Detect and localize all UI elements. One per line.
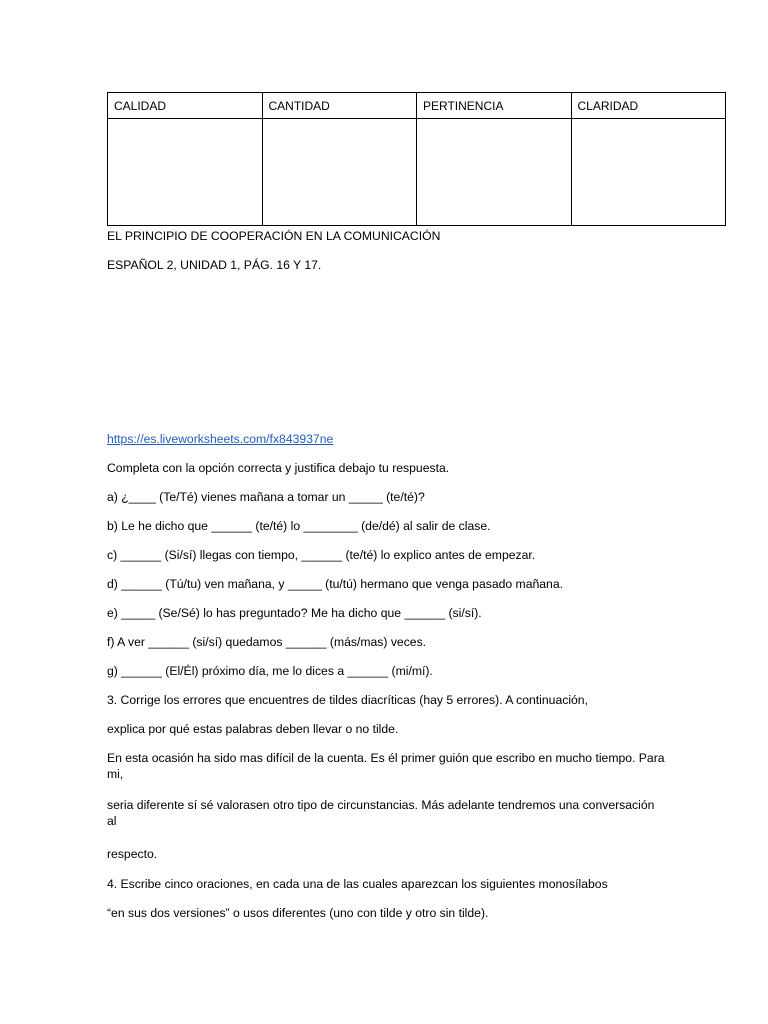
header-cantidad: CANTIDAD — [262, 93, 417, 119]
document-title: EL PRINCIPIO DE COOPERACIÓN EN LA COMUNICACIÓN — [107, 229, 441, 243]
exercise-item-d: d) ______ (Tú/tu) ven mañana, y _____ (tu/tú) hermano que venga pasado mañana. — [107, 577, 563, 591]
exercise-item-f: f) A ver ______ (si/sí) quedamos ______ (más/mas) veces. — [107, 635, 427, 649]
section3-instruction-1: 3. Corrige los errores que encuentres de tildes diacríticas (hay 5 errores). A continuación, — [107, 693, 588, 707]
exercise-item-b: b) Le he dicho que ______ (te/té) lo ________ (de/dé) al salir de clase. — [107, 519, 491, 533]
exercise-item-e: e) _____ (Se/Sé) lo has preguntado? Me ha dicho que ______ (si/sí). — [107, 606, 482, 620]
maxims-table — [107, 92, 726, 226]
table-empty-row — [108, 119, 726, 226]
section3-instruction-2: explica por qué estas palabras deben llevar o no tilde. — [107, 722, 399, 736]
exercise-item-a: a) ¿____ (Te/Té) vienes mañana a tomar un _____ (te/té)? — [107, 490, 425, 504]
table-header-row — [108, 93, 726, 119]
cell-claridad[interactable] — [571, 119, 726, 226]
exercise-instruction: Completa con la opción correcta y justifica debajo tu respuesta. — [107, 461, 450, 475]
section3-paragraph-2: seria diferente sí sé valorasen otro tipo de circunstancias. Más adelante tendremos una conversación al — [107, 798, 655, 828]
section4-instruction-2: “en sus dos versiones” o usos diferentes (uno con tilde y otro sin tilde). — [107, 906, 489, 920]
cell-calidad[interactable] — [108, 119, 263, 226]
header-pertinencia: PERTINENCIA — [417, 93, 572, 119]
exercise-item-c: c) ______ (Si/sí) llegas con tiempo, ______ (te/té) lo explico antes de empezar. — [107, 548, 536, 562]
worksheet-link[interactable]: https://es.liveworksheets.com/fx843937ne — [107, 432, 334, 446]
section3-paragraph-1: En esta ocasión ha sido mas difícil de la cuenta. Es él primer guión que escribo en mucho tiempo. Para mi, — [107, 751, 665, 781]
header-calidad: CALIDAD — [108, 93, 263, 119]
book-reference: ESPAÑOL 2, UNIDAD 1, PÁG. 16 Y 17. — [107, 258, 322, 272]
cell-pertinencia[interactable] — [417, 119, 572, 226]
section4-instruction-1: 4. Escribe cinco oraciones, en cada una de las cuales aparezcan los siguientes monosílabos — [107, 877, 608, 891]
cell-cantidad[interactable] — [262, 119, 417, 226]
section3-paragraph-3: respecto. — [107, 847, 158, 861]
header-claridad: CLARIDAD — [571, 93, 726, 119]
exercise-item-g: g) ______ (El/Él) próximo día, me lo dices a ______ (mi/mí). — [107, 664, 433, 678]
